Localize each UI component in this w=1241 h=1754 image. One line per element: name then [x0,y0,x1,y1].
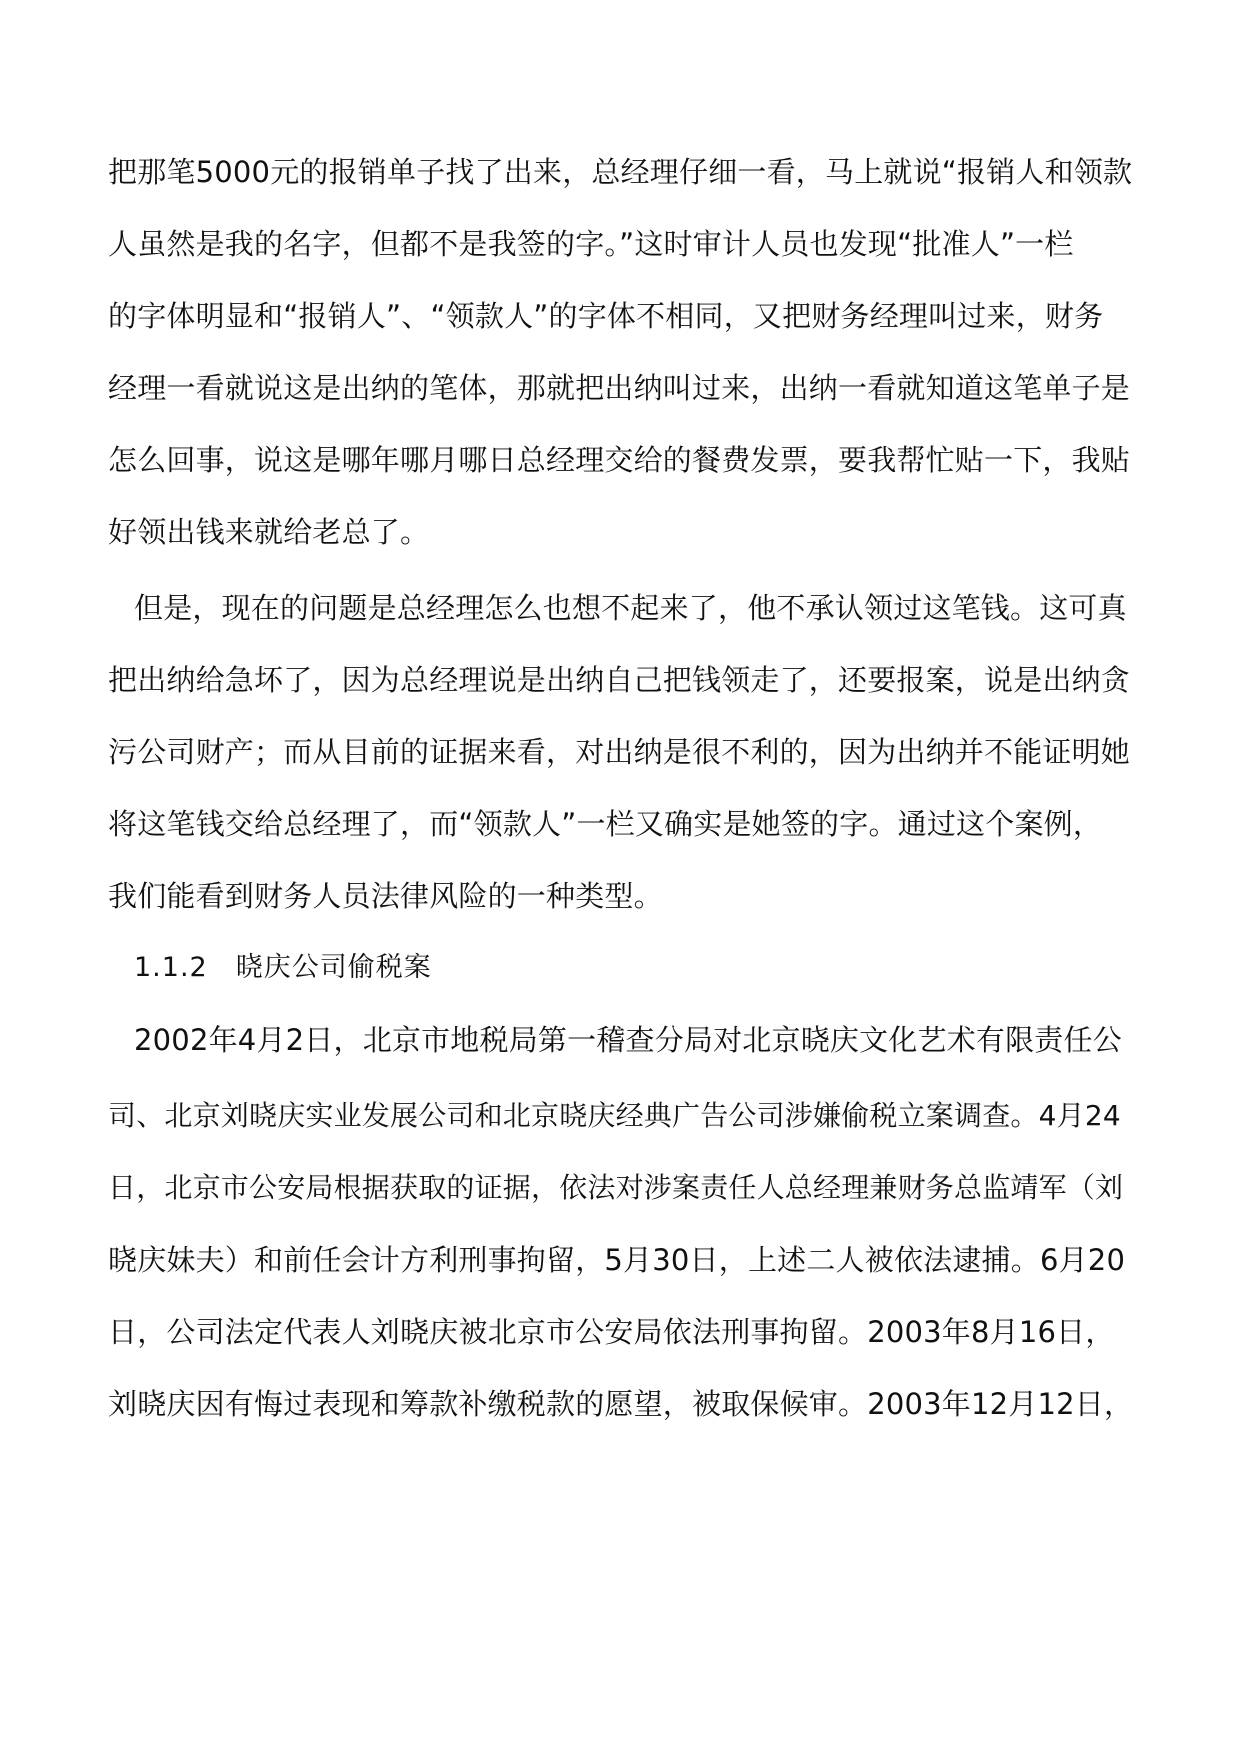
paragraph-line: 把那笔5000元的报销单子找了出来，总经理仔细一看，马上就说“报销人和领款 [108,155,1133,189]
paragraph-line: 把出纳给急坏了，因为总经理说是出纳自己把钱领走了，还要报案，说是出纳贪 [108,663,1131,697]
paragraph-line: 将这笔钱交给总经理了，而“领款人”一栏又确实是她签的字。通过这个案例， [108,807,1103,841]
paragraph-line: 日，公司法定代表人刘晓庆被北京市公安局依法刑事拘留。2003年8月16日， [108,1315,1115,1349]
paragraph-line: 我们能看到财务人员法律风险的一种类型。 [108,879,663,913]
paragraph-line: 刘晓庆因有悔过表现和筹款补缴税款的愿望，被取保候审。2003年12月12日， [108,1387,1134,1421]
paragraph-line: 怎么回事，说这是哪年哪月哪日总经理交给的餐费发票，要我帮忙贴一下，我贴 [108,443,1131,477]
paragraph-line: 晓庆妹夫）和前任会计方利刑事拘留，5月30日，上述二人被依法逮捕。6月20 [108,1243,1126,1277]
paragraph-line: 日，北京市公安局根据获取的证据，依法对涉案责任人总经理兼财务总监靖军（刘 [108,1171,1124,1204]
paragraph-line: 司、北京刘晓庆实业发展公司和北京晓庆经典广告公司涉嫌偷税立案调查。4月24 [108,1099,1121,1132]
paragraph-line: 2002年4月2日，北京市地税局第一稽查分局对北京晓庆文化艺术有限责任公 [134,1023,1122,1057]
paragraph-line: 的字体明显和“报销人”、“领款人”的字体不相同，又把财务经理叫过来，财务 [108,299,1104,333]
paragraph-line: 经理一看就说这是出纳的笔体，那就把出纳叫过来，出纳一看就知道这笔单子是 [108,371,1131,405]
paragraph-line: 好领出钱来就给老总了。 [108,515,430,549]
paragraph-line: 但是，现在的问题是总经理怎么也想不起来了，他不承认领过这笔钱。这可真 [134,591,1127,625]
section-heading: 1.1.2 晓庆公司偷税案 [134,952,432,983]
paragraph-line: 人虽然是我的名字，但都不是我签的字。”这时审计人员也发现“批准人”一栏 [108,227,1074,261]
paragraph-line: 污公司财产；而从目前的证据来看，对出纳是很不利的，因为出纳并不能证明她 [108,735,1131,769]
